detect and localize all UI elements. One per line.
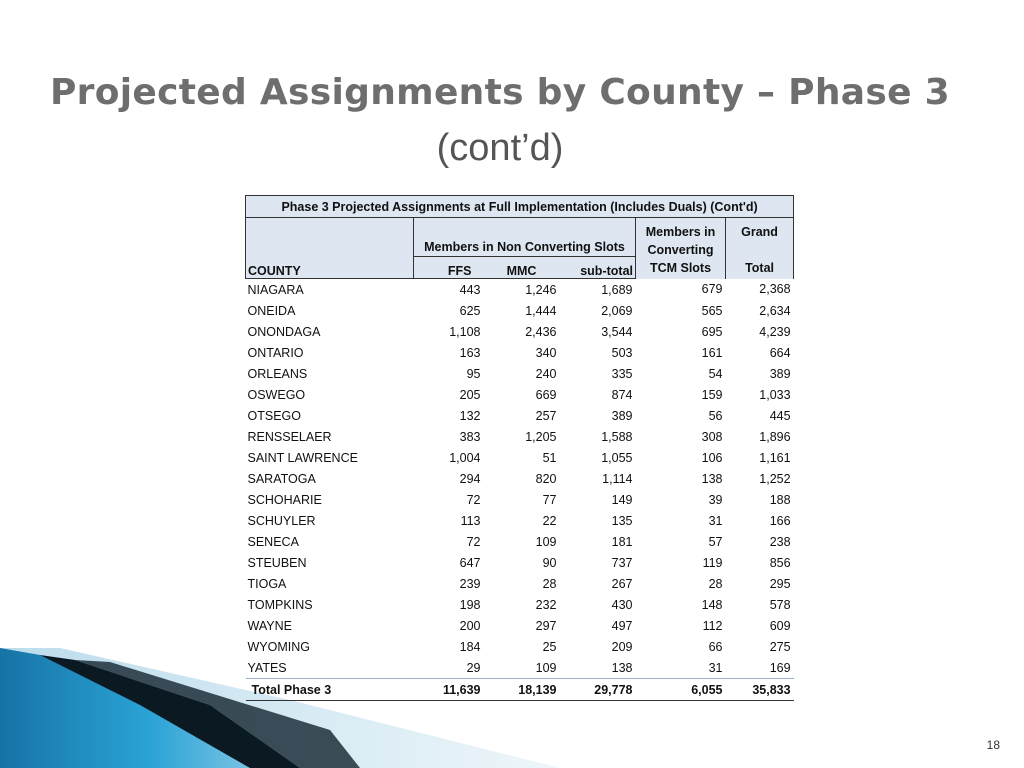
cell-ffs: 200 xyxy=(459,618,481,633)
cell-county: SARATOGA xyxy=(247,471,316,486)
cell-converting: 565 xyxy=(701,303,723,318)
cell-ffs: 184 xyxy=(459,639,481,654)
table-row xyxy=(246,342,794,363)
cell-grand-total: 1,033 xyxy=(759,387,791,402)
cell-county: ONEIDA xyxy=(247,303,296,318)
cell-ffs: 239 xyxy=(459,576,481,591)
cell-mmc: 297 xyxy=(535,618,557,633)
cell-subtotal: 874 xyxy=(611,387,633,402)
cell-ffs: 29 xyxy=(466,660,481,675)
cell-grand-total: 856 xyxy=(769,555,791,570)
cell-subtotal: 267 xyxy=(611,576,633,591)
cell-county: SENECA xyxy=(247,534,299,549)
cell-converting: 695 xyxy=(701,324,723,339)
cell-mmc: 28 xyxy=(542,576,557,591)
cell-converting: 56 xyxy=(708,408,723,423)
cell-ffs: 95 xyxy=(466,366,481,381)
cell-mmc: 240 xyxy=(535,366,557,381)
table-row xyxy=(246,384,794,405)
grand-header-line2: Total xyxy=(745,261,774,276)
cell-subtotal: 1,588 xyxy=(601,429,633,444)
cell-grand-total: 1,161 xyxy=(759,450,791,465)
cell-converting: 148 xyxy=(701,597,723,612)
total-mmc: 18,139 xyxy=(484,679,560,701)
cell-mmc: 669 xyxy=(535,387,557,402)
cell-grand-total: 609 xyxy=(769,618,791,633)
cell-subtotal: 181 xyxy=(611,534,633,549)
cell-ffs: 205 xyxy=(459,387,481,402)
cell-subtotal: 138 xyxy=(611,660,633,675)
cell-ffs: 1,004 xyxy=(449,450,481,465)
cell-ffs: 647 xyxy=(459,555,481,570)
cell-subtotal: 3,544 xyxy=(601,324,633,339)
cell-county: YATES xyxy=(247,660,287,675)
converting-header-line3: TCM Slots xyxy=(649,261,712,276)
cell-ffs: 113 xyxy=(460,513,481,528)
cell-county: SCHOHARIE xyxy=(247,492,322,507)
cell-ffs: 443 xyxy=(459,282,481,297)
cell-converting: 161 xyxy=(701,345,723,360)
page-number: 18 xyxy=(986,738,1000,752)
cell-converting: 679 xyxy=(701,282,723,297)
cell-ffs: 132 xyxy=(459,408,481,423)
cell-mmc: 77 xyxy=(542,492,557,507)
cell-grand-total: 188 xyxy=(769,492,791,507)
cell-grand-total: 4,239 xyxy=(759,324,791,339)
cell-converting: 31 xyxy=(708,513,723,528)
table-row xyxy=(246,510,794,531)
table-row xyxy=(246,594,794,615)
cell-ffs: 294 xyxy=(459,471,481,486)
cell-subtotal: 135 xyxy=(611,513,633,528)
table-row xyxy=(246,279,794,301)
cell-subtotal: 497 xyxy=(611,618,633,633)
table-row xyxy=(246,615,794,636)
cell-converting: 28 xyxy=(708,576,723,591)
cell-mmc: 340 xyxy=(535,345,557,360)
cell-converting: 66 xyxy=(708,639,723,654)
cell-subtotal: 1,055 xyxy=(601,450,633,465)
cell-subtotal: 149 xyxy=(611,492,633,507)
cell-county: TIOGA xyxy=(247,576,287,591)
cell-county: ONTARIO xyxy=(247,345,304,360)
cell-converting: 54 xyxy=(708,366,723,381)
cell-ffs: 198 xyxy=(459,597,481,612)
table-row xyxy=(246,300,794,321)
slide-subtitle: (cont’d) xyxy=(436,127,564,169)
cell-mmc: 109 xyxy=(535,660,557,675)
cell-converting: 159 xyxy=(701,387,723,402)
cell-county: RENSSELAER xyxy=(247,429,332,444)
total-subtotal: 29,778 xyxy=(560,679,636,701)
cell-mmc: 90 xyxy=(542,555,557,570)
cell-converting: 57 xyxy=(708,534,723,549)
cell-grand-total: 275 xyxy=(769,639,791,654)
cell-mmc: 109 xyxy=(535,534,557,549)
cell-subtotal: 1,689 xyxy=(601,282,633,297)
cell-county: SAINT LAWRENCE xyxy=(247,450,358,465)
table-row xyxy=(246,531,794,552)
cell-mmc: 820 xyxy=(535,471,557,486)
cell-ffs: 383 xyxy=(459,429,481,444)
cell-subtotal: 503 xyxy=(611,345,633,360)
converting-header-line2: Converting xyxy=(647,243,714,258)
cell-converting: 138 xyxy=(701,471,723,486)
cell-mmc: 257 xyxy=(535,408,557,423)
cell-ffs: 625 xyxy=(459,303,481,318)
cell-mmc: 51 xyxy=(542,450,557,465)
total-converting: 6,055 xyxy=(636,679,726,701)
cell-converting: 31 xyxy=(708,660,723,675)
table-row xyxy=(246,636,794,657)
table-row xyxy=(246,363,794,384)
total-label: Total Phase 3 xyxy=(246,679,414,701)
table-row xyxy=(246,447,794,468)
cell-ffs: 72 xyxy=(466,534,481,549)
cell-county: TOMPKINS xyxy=(247,597,313,612)
total-ffs: 11,639 xyxy=(414,679,484,701)
cell-county: OSWEGO xyxy=(247,387,306,402)
cell-county: WAYNE xyxy=(247,618,292,633)
cell-subtotal: 737 xyxy=(611,555,633,570)
cell-grand-total: 166 xyxy=(769,513,791,528)
converting-header xyxy=(636,218,726,279)
assignments-table xyxy=(245,195,793,701)
non-converting-header: Members in Non Converting Slots xyxy=(414,218,636,257)
cell-converting: 39 xyxy=(708,492,723,507)
cell-mmc: 1,444 xyxy=(525,303,557,318)
cell-grand-total: 2,368 xyxy=(759,282,791,297)
cell-subtotal: 335 xyxy=(611,366,633,381)
cell-mmc: 25 xyxy=(542,639,557,654)
cell-mmc: 232 xyxy=(535,597,557,612)
grand-total-header xyxy=(726,218,794,279)
cell-mmc: 2,436 xyxy=(525,324,557,339)
table-row xyxy=(246,573,794,594)
total-grand: 35,833 xyxy=(726,679,794,701)
cell-converting: 112 xyxy=(702,618,723,633)
table-row xyxy=(246,405,794,426)
cell-grand-total: 1,252 xyxy=(759,471,791,486)
cell-county: OTSEGO xyxy=(247,408,301,423)
total-row xyxy=(246,679,794,701)
cell-grand-total: 578 xyxy=(769,597,791,612)
cell-subtotal: 389 xyxy=(611,408,633,423)
table-row xyxy=(246,321,794,342)
cell-grand-total: 295 xyxy=(769,576,791,591)
table-row xyxy=(246,657,794,679)
cell-subtotal: 209 xyxy=(611,639,633,654)
cell-county: ORLEANS xyxy=(247,366,308,381)
cell-county: WYOMING xyxy=(247,639,310,654)
table-row xyxy=(246,468,794,489)
cell-grand-total: 664 xyxy=(769,345,791,360)
grand-header-line1: Grand xyxy=(741,225,778,240)
cell-grand-total: 2,634 xyxy=(759,303,791,318)
subtotal-header: sub-total xyxy=(560,257,636,279)
converting-header-line1: Members in xyxy=(645,225,716,240)
cell-grand-total: 1,896 xyxy=(759,429,791,444)
cell-converting: 106 xyxy=(701,450,723,465)
table-row xyxy=(246,552,794,573)
cell-county: ONONDAGA xyxy=(247,324,321,339)
table-caption: Phase 3 Projected Assignments at Full Implementation (Includes Duals) (Cont'd) xyxy=(246,196,794,218)
cell-ffs: 1,108 xyxy=(449,324,481,339)
cell-subtotal: 2,069 xyxy=(601,303,633,318)
cell-county: SCHUYLER xyxy=(247,513,316,528)
cell-converting: 119 xyxy=(702,555,723,570)
cell-ffs: 72 xyxy=(466,492,481,507)
cell-subtotal: 430 xyxy=(611,597,633,612)
cell-county: STEUBEN xyxy=(247,555,307,570)
table-body xyxy=(246,279,794,679)
cell-grand-total: 169 xyxy=(769,660,791,675)
cell-mmc: 1,246 xyxy=(525,282,557,297)
slide-title: Projected Assignments by County – Phase 3 xyxy=(49,72,951,113)
county-header: COUNTY xyxy=(246,257,414,279)
table-row xyxy=(246,426,794,447)
mmc-header: MMC xyxy=(484,257,560,279)
cell-grand-total: 238 xyxy=(769,534,791,549)
cell-converting: 308 xyxy=(701,429,723,444)
cell-mmc: 22 xyxy=(542,513,557,528)
cell-grand-total: 445 xyxy=(769,408,791,423)
table-row xyxy=(246,489,794,510)
cell-grand-total: 389 xyxy=(769,366,791,381)
cell-subtotal: 1,114 xyxy=(602,471,633,486)
cell-county: NIAGARA xyxy=(247,282,304,297)
cell-ffs: 163 xyxy=(459,345,481,360)
cell-mmc: 1,205 xyxy=(525,429,557,444)
ffs-header: FFS xyxy=(414,257,484,279)
